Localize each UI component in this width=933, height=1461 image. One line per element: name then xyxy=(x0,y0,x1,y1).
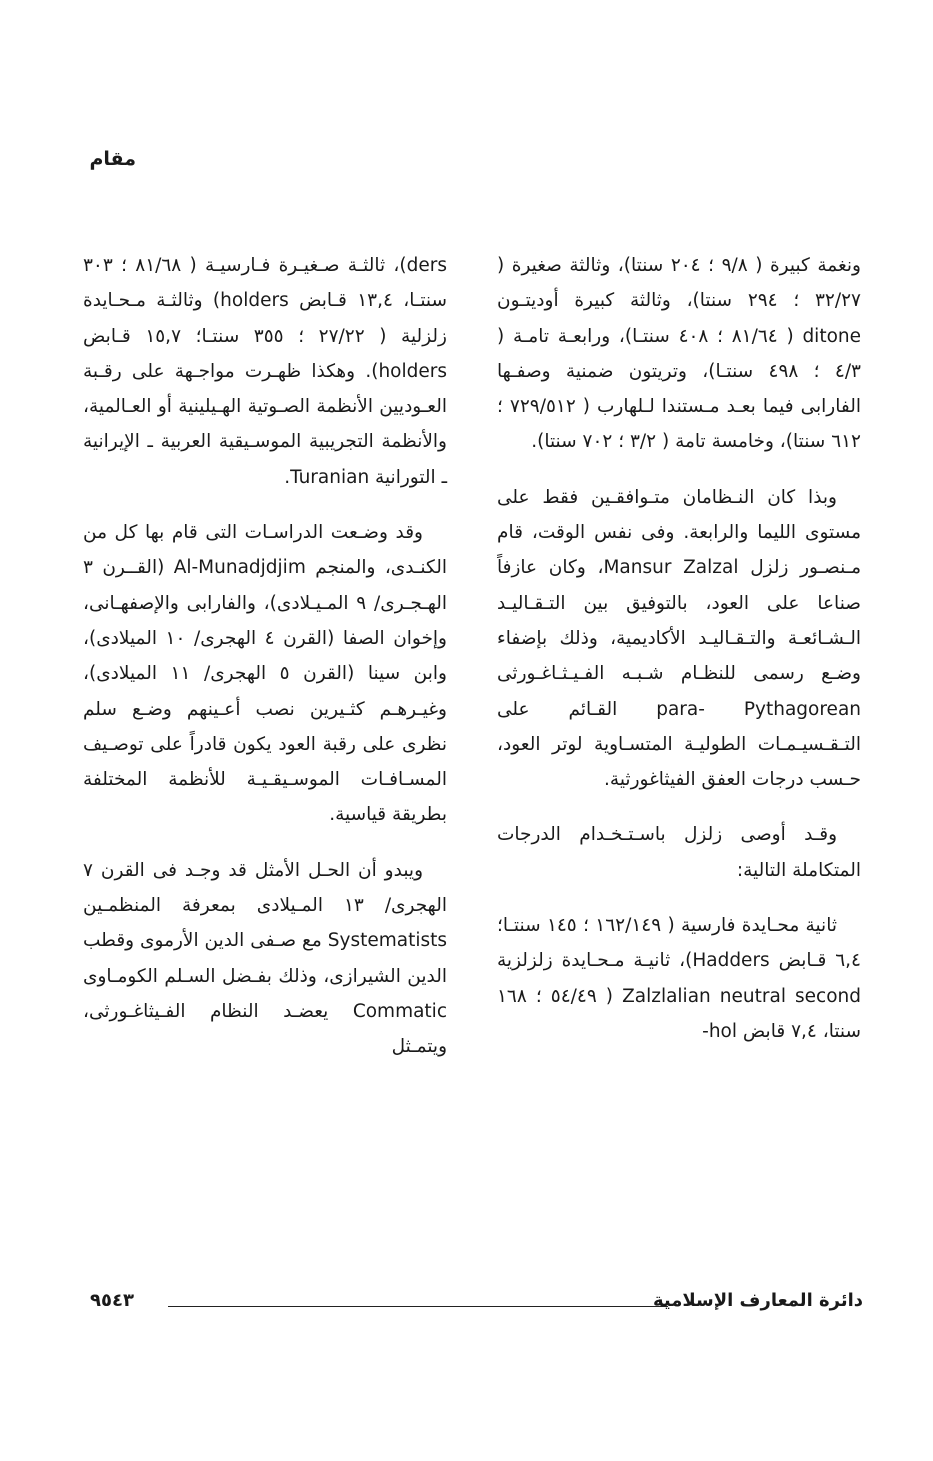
footer-journal-title: دائرة المعارف الإسلامية xyxy=(652,1290,863,1311)
paragraph: وقد وضـعت الدراسـات التى قام بها كل من الكنـدى، والمنجم Al-Munadjdjim (القــرن ٣ الهـجـرى/ ٩ المـيـلادى)، والفارابى والإصفهـانى، وإخوان الصفا (القرن ٤ الهجرى/ ١٠ الميلادى)، وابن سينا (القرن ٥ الهجرى/ ١١ الميلادى)، وغيـرهـم كثـيرين نصب أعـينهم وضـع سلم نظرى على رقبة العود يكون قادراً على توصـيف المسـافـات الموسـيقـيـة للأنظمة المختلفة بطريقة قياسية. xyxy=(83,522,448,826)
left-column xyxy=(83,248,447,1085)
paragraph: ويبدو أن الحـل الأمثل قد وجـد فى القرن ٧ الهجرى/ ١٣ المـيلادى بمعرفة المنظمـين Systematists مع صـفى الدين الأرموى وقطب الدين الشيرازى، وذلك بفـضل السـلم الكومـاوى Commatic يعضـد النظام الفـيثاغـورثى، ويتمـثل xyxy=(83,859,447,1058)
paragraph: وبذا كان النـظامان متـوافقـين فقط على مستوى الليما والرابعة. وفى نفس الوقت، قام مـنصـور زلزل Mansur Zalzal، وكان عازفاً صناعا على العود، بالتوفيق بين التـقـاليـد الـشـائعـة والتـقـاليـد الأكاديمية، وذلك بإضفاء وضـع رسمى للنظـام شـبـه الفـيـثـاغـورثى para- Pythagorean القـائم على التـقـسيـمـات الطوليـة المتسـاوية لوتر العود، حـسب درجات العفق الفيثاغورثية. xyxy=(497,486,862,791)
running-head-title: مقام xyxy=(89,148,136,170)
page-number: ٩٥٤٣ xyxy=(90,1290,134,1311)
paragraph: وقـد أوصى زلزل باسـتـخـدام الدرجات المتكاملة التالية: xyxy=(497,824,861,881)
right-column xyxy=(497,248,861,1069)
paragraph: ثانية محـايدة فارسية ( ١٦٢/١٤٩ ؛ ١٤٥ سنتـا؛ ٦,٤ قـابض Hadders)، ثانيـة مـحـايدة زلزلزية Zalzlalian neutral second ( ٥٤/٤٩ ؛ ١٦٨ سنتا، ٧,٤ قابض hol- xyxy=(497,915,861,1042)
page-footer xyxy=(90,1290,863,1320)
paragraph: ونغمة كبيرة ( ٩/٨ ؛ ٢٠٤ سنتا)، وثالثة صغيرة ( ٣٢/٢٧ ؛ ٢٩٤ سنتا)، وثالثة كبيرة أوديتـون ditone ( ٨١/٦٤ ؛ ٤٠٨ سنتـا)، ورابعـة تامـة ( ٤/٣ ؛ ٤٩٨ سنتـا)، وتريتون ضمنية وصفـها الفارابى فيما بعـد مـستندا لـلهارب ( ٧٢٩/٥١٢ ؛ ٦١٢ سنتا)، وخامسة تامة ( ٣/٢ ؛ ٧٠٢ سنتا). xyxy=(497,255,862,453)
paragraph: ders)، ثالثـة صـغيـرة فـارسيـة ( ٨١/٦٨ ؛ ٣٠٣ سنتـا، ١٣,٤ قـابض holders) وثالثـة مـحـايدة زلزلية ( ٢٧/٢٢ ؛ ٣٥٥ سنتـا؛ ١٥,٧ قـابض holders). وهكذا ظهـرت مواجـهة على رقـبة العـوديين الأنظمة الصـوتية الهـيلينية أو العـالمية، والأنظمة التجريبية الموسـيقية العربية ـ الإيرانية ـ التورانية Turanian. xyxy=(83,255,448,488)
footer-rule xyxy=(168,1306,668,1307)
